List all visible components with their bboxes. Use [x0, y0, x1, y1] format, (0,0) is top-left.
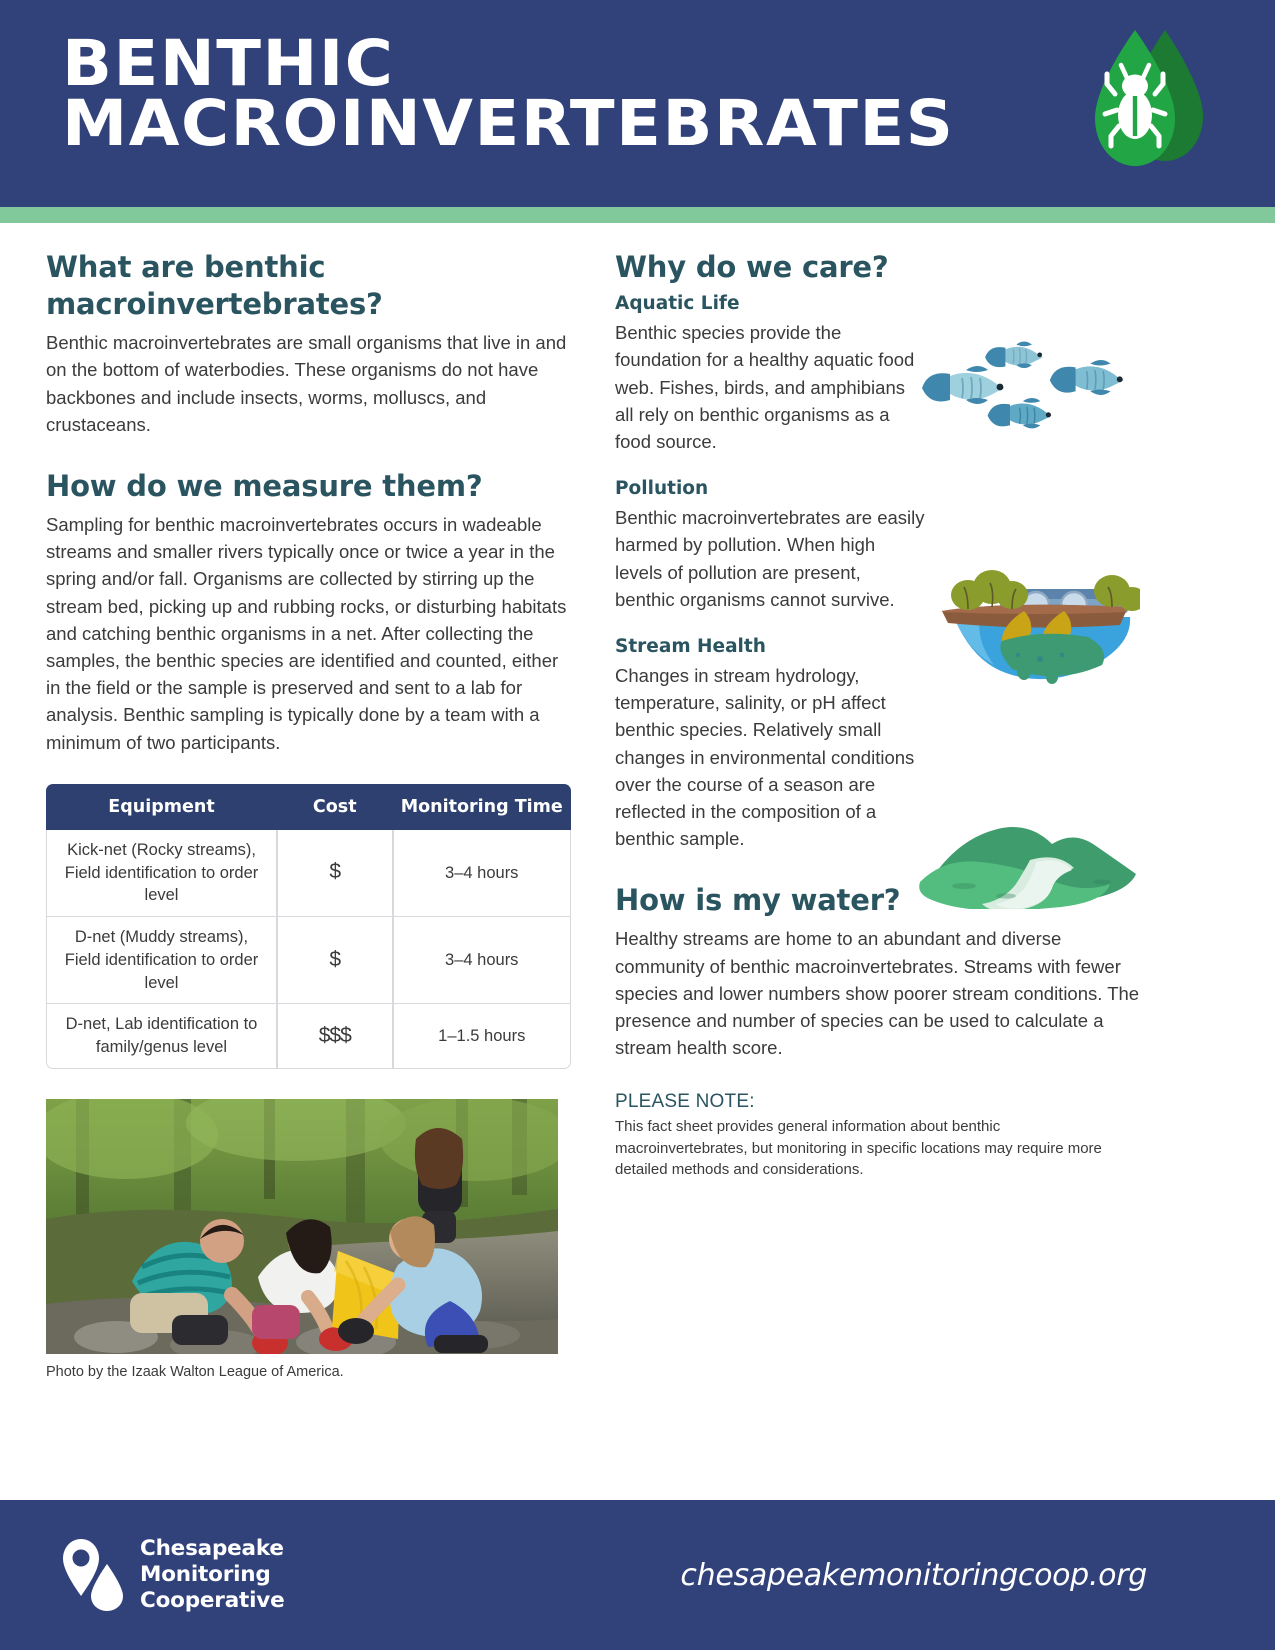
equipment-table-body: [46, 830, 571, 1069]
footer-logo: [62, 1536, 284, 1615]
body-how-is-my-water: Healthy streams are home to an abundant and diverse community of benthic macroinvertebrates. Streams with fewer species and lower numbers show poorer stream conditions. The presence and number of species can be used to calculate a stream health score.: [615, 928, 1140, 1059]
photo-caption: Photo by the Izaak Walton League of America.: [46, 1363, 344, 1380]
footer-website-url[interactable]: chesapeakemonitoringcoop.org: [680, 1557, 1147, 1593]
right-column: [615, 249, 1140, 1436]
title-line-1: BENTHIC: [62, 27, 395, 100]
org-line-3: Cooperative: [140, 1588, 285, 1614]
page-footer: [0, 1500, 1275, 1650]
main-content: [0, 223, 1275, 1436]
cell-time: 3–4 hours: [393, 917, 572, 1004]
water-drop-beetle-icon: [1057, 22, 1207, 192]
table-header-row: [46, 784, 571, 830]
org-line-2: Monitoring: [140, 1561, 271, 1587]
footer-org-name: [140, 1536, 284, 1615]
body-what-are-benthic: Benthic macroinvertebrates are small organisms that live in and on the bottom of waterbodies. These organisms do not have backbones and include insects, worms, molluscs, and crustaceans.: [46, 332, 567, 435]
cell-cost: $$$: [277, 1004, 393, 1069]
aquatic-life-block: [615, 292, 925, 455]
subheading-stream-health: Stream Health: [615, 635, 766, 657]
page-header: [0, 0, 1275, 207]
map-pin-water-drop-icon: [62, 1538, 124, 1612]
col-header-cost: Cost: [277, 784, 393, 830]
cell-cost: $: [277, 830, 393, 917]
equipment-table: [46, 784, 571, 1069]
table-row: [46, 917, 571, 1004]
spacer: [615, 455, 1140, 477]
spacer: [46, 438, 571, 468]
cell-equipment: Kick-net (Rocky streams), Field identification to order level: [46, 830, 277, 917]
body-stream-health: Changes in stream hydrology, temperature, salinity, or pH affect benthic species. Relatively small changes in environmental conditions over the course of a season are reflected in the composition of a benthic sample.: [615, 664, 915, 850]
photo-block: [46, 1099, 571, 1380]
cell-equipment: D-net, Lab identification to family/genus level: [46, 1004, 277, 1069]
stream-sampling-photo: [46, 1099, 558, 1354]
stream-health-block: [615, 635, 925, 852]
title-line-2: MACROINVERTEBRATES: [62, 86, 955, 160]
equipment-table-head: [46, 784, 571, 830]
body-pollution: Benthic macroinvertebrates are easily harmed by pollution. When high levels of pollution are present, benthic organisms cannot survive.: [615, 507, 925, 610]
cell-cost: $: [277, 917, 393, 1004]
col-header-equipment: Equipment: [46, 784, 277, 830]
body-aquatic-life: Benthic species provide the foundation for a healthy aquatic food web. Fishes, birds, and amphibians all rely on benthic organisms as a food source.: [615, 322, 915, 452]
heading-how-measure: How do we measure them?: [46, 468, 483, 503]
col-header-monitoring-time: Monitoring Time: [393, 784, 572, 830]
body-how-measure: Sampling for benthic macroinvertebrates occurs in wadeable streams and smaller rivers typically once or twice a year in the spring and/or fall. Organisms are collected by stirring up the stream bed, picking up and rubbing rocks, or disturbing habitats and catching benthic organisms in a net. After collecting the samples, the benthic species are identified and counted, either in the field or the sample is preserved and sent to a lab for analysis. Benthic sampling is typically done by a team with a minimum of two participants.: [46, 514, 567, 753]
heading-what-are-benthic: What are benthic macroinvertebrates?: [46, 250, 383, 322]
cell-time: 1–1.5 hours: [393, 1004, 572, 1069]
table-row: [46, 830, 571, 917]
equipment-table-wrapper: [46, 784, 571, 1069]
pollution-block: [615, 477, 925, 613]
subheading-pollution: Pollution: [615, 478, 709, 500]
page-title: [62, 27, 998, 160]
subheading-aquatic-life: Aquatic Life: [615, 293, 740, 315]
school-of-fish-icon: [920, 334, 1138, 444]
org-line-1: Chesapeake: [140, 1535, 284, 1561]
spacer: [615, 852, 1140, 882]
table-row: [46, 1004, 571, 1069]
spacer: [615, 613, 1140, 635]
left-column: [46, 249, 571, 1436]
cell-time: 3–4 hours: [393, 830, 572, 917]
heading-how-is-my-water: How is my water?: [615, 883, 901, 918]
please-note-label: PLEASE NOTE:: [615, 1091, 755, 1113]
cell-equipment: D-net (Muddy streams), Field identification to order level: [46, 917, 277, 1004]
header-accent-rule: [0, 207, 1275, 223]
heading-why-do-we-care: Why do we care?: [615, 250, 889, 284]
please-note-body: This fact sheet provides general information about benthic macroinvertebrates, but monitoring in specific locations may require more detailed methods and considerations.: [615, 1118, 1102, 1178]
